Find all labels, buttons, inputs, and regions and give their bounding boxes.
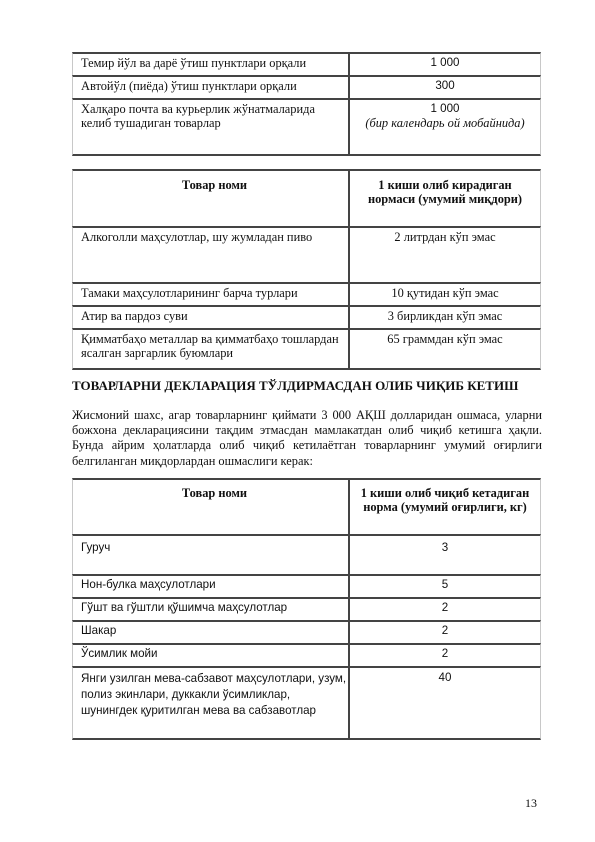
table-cell: Ўсимлик мойи [73, 645, 350, 666]
table-cell: Алкоголли маҳсулотлар, шу жумладан пиво [73, 228, 350, 282]
table-row [72, 574, 541, 597]
table-export-norms [72, 478, 541, 740]
table-cell: Қимматбаҳо металлар ва қимматбаҳо тошлардан ясалган заргарлик буюмлари [73, 330, 350, 368]
table-cell: 3 [441, 541, 449, 554]
table-cell: Гуруч [73, 536, 350, 574]
table-cell: 5 [441, 578, 449, 591]
table-row [72, 643, 541, 666]
table-row [72, 75, 541, 98]
table-cell: 2 [441, 624, 449, 637]
table-cell: Шакар [73, 622, 350, 643]
column-header: 1 киши олиб чиқиб кетадиган норма (умумий оғирлиги, кг) [360, 486, 530, 514]
table-cell: 300 [435, 79, 455, 92]
table-transit-limits [72, 52, 541, 156]
table-row [72, 666, 541, 740]
table-row [72, 534, 541, 574]
cell-value: 1 000 [430, 102, 460, 115]
table-row [72, 226, 541, 282]
table-header-row [72, 478, 541, 534]
table-cell: Нон-булка маҳсулотлари [73, 576, 350, 597]
table-cell: Атир ва пардоз суви [73, 307, 350, 328]
table-cell [350, 100, 540, 154]
table-cell: Халқаро почта ва курьерлик жўнатмаларида келиб тушадиган товарлар [73, 100, 350, 154]
table-cell: 2 [441, 647, 449, 660]
section-heading: ТОВАРЛАРНИ ДЕКЛАРАЦИЯ ТЎЛДИРМАСДАН ОЛИБ ЧИҚИБ КЕТИШ [72, 378, 519, 393]
page-number: 13 [525, 796, 537, 810]
column-header: 1 киши олиб кирадиган нормаси (умумий миқдори) [367, 178, 523, 206]
table-cell: 1 000 [430, 56, 460, 69]
table-cell: 3 бирликдан кўп эмас [387, 309, 503, 323]
table-row [72, 98, 541, 156]
table-cell: 40 [438, 671, 452, 684]
table-cell: Тамаки маҳсулотларининг барча турлари [73, 284, 350, 305]
table-import-norms [72, 169, 541, 370]
table-row [72, 305, 541, 328]
table-row [72, 282, 541, 305]
table-row [72, 52, 541, 75]
table-cell: 2 литрдан кўп эмас [394, 230, 496, 244]
cell-note: (бир календарь ой мобайнида) [365, 116, 525, 130]
column-header: Товар номи [73, 171, 350, 226]
table-cell: Гўшт ва гўштли қўшимча маҳсулотлар [73, 599, 350, 620]
table-cell: 65 граммдан кўп эмас [387, 332, 503, 346]
table-header-row [72, 169, 541, 226]
table-row [72, 597, 541, 620]
table-cell: Янги узилган мева-сабзавот маҳсулотлари, узум, полиз экинлари, дуккакли ўсимликлар, шунингдек қуритилган мева ва сабзавотлар [73, 668, 350, 738]
table-cell: Темир йўл ва дарё ўтиш пунктлари орқали [73, 54, 350, 75]
table-cell: 2 [441, 601, 449, 614]
table-row [72, 620, 541, 643]
section-paragraph: Жисмоний шахс, агар товарларнинг қиймати 3 000 АҚШ долларидан ошмаса, уларни божхона декларациясини тақдим этмасдан мамлакатдан олиб чиқиб кетишга ҳақли. Бунда айрим ҳолатларда олиб чиқиб кетилаётган товарларнинг умумий оғирлиги белгиланган миқдорлардан ошмаслиги керак: [72, 408, 542, 468]
table-cell: 10 қутидан кўп эмас [391, 286, 499, 300]
table-cell: Автойўл (пиёда) ўтиш пунктлари орқали [73, 77, 350, 98]
column-header: Товар номи [73, 480, 350, 534]
table-row [72, 328, 541, 370]
